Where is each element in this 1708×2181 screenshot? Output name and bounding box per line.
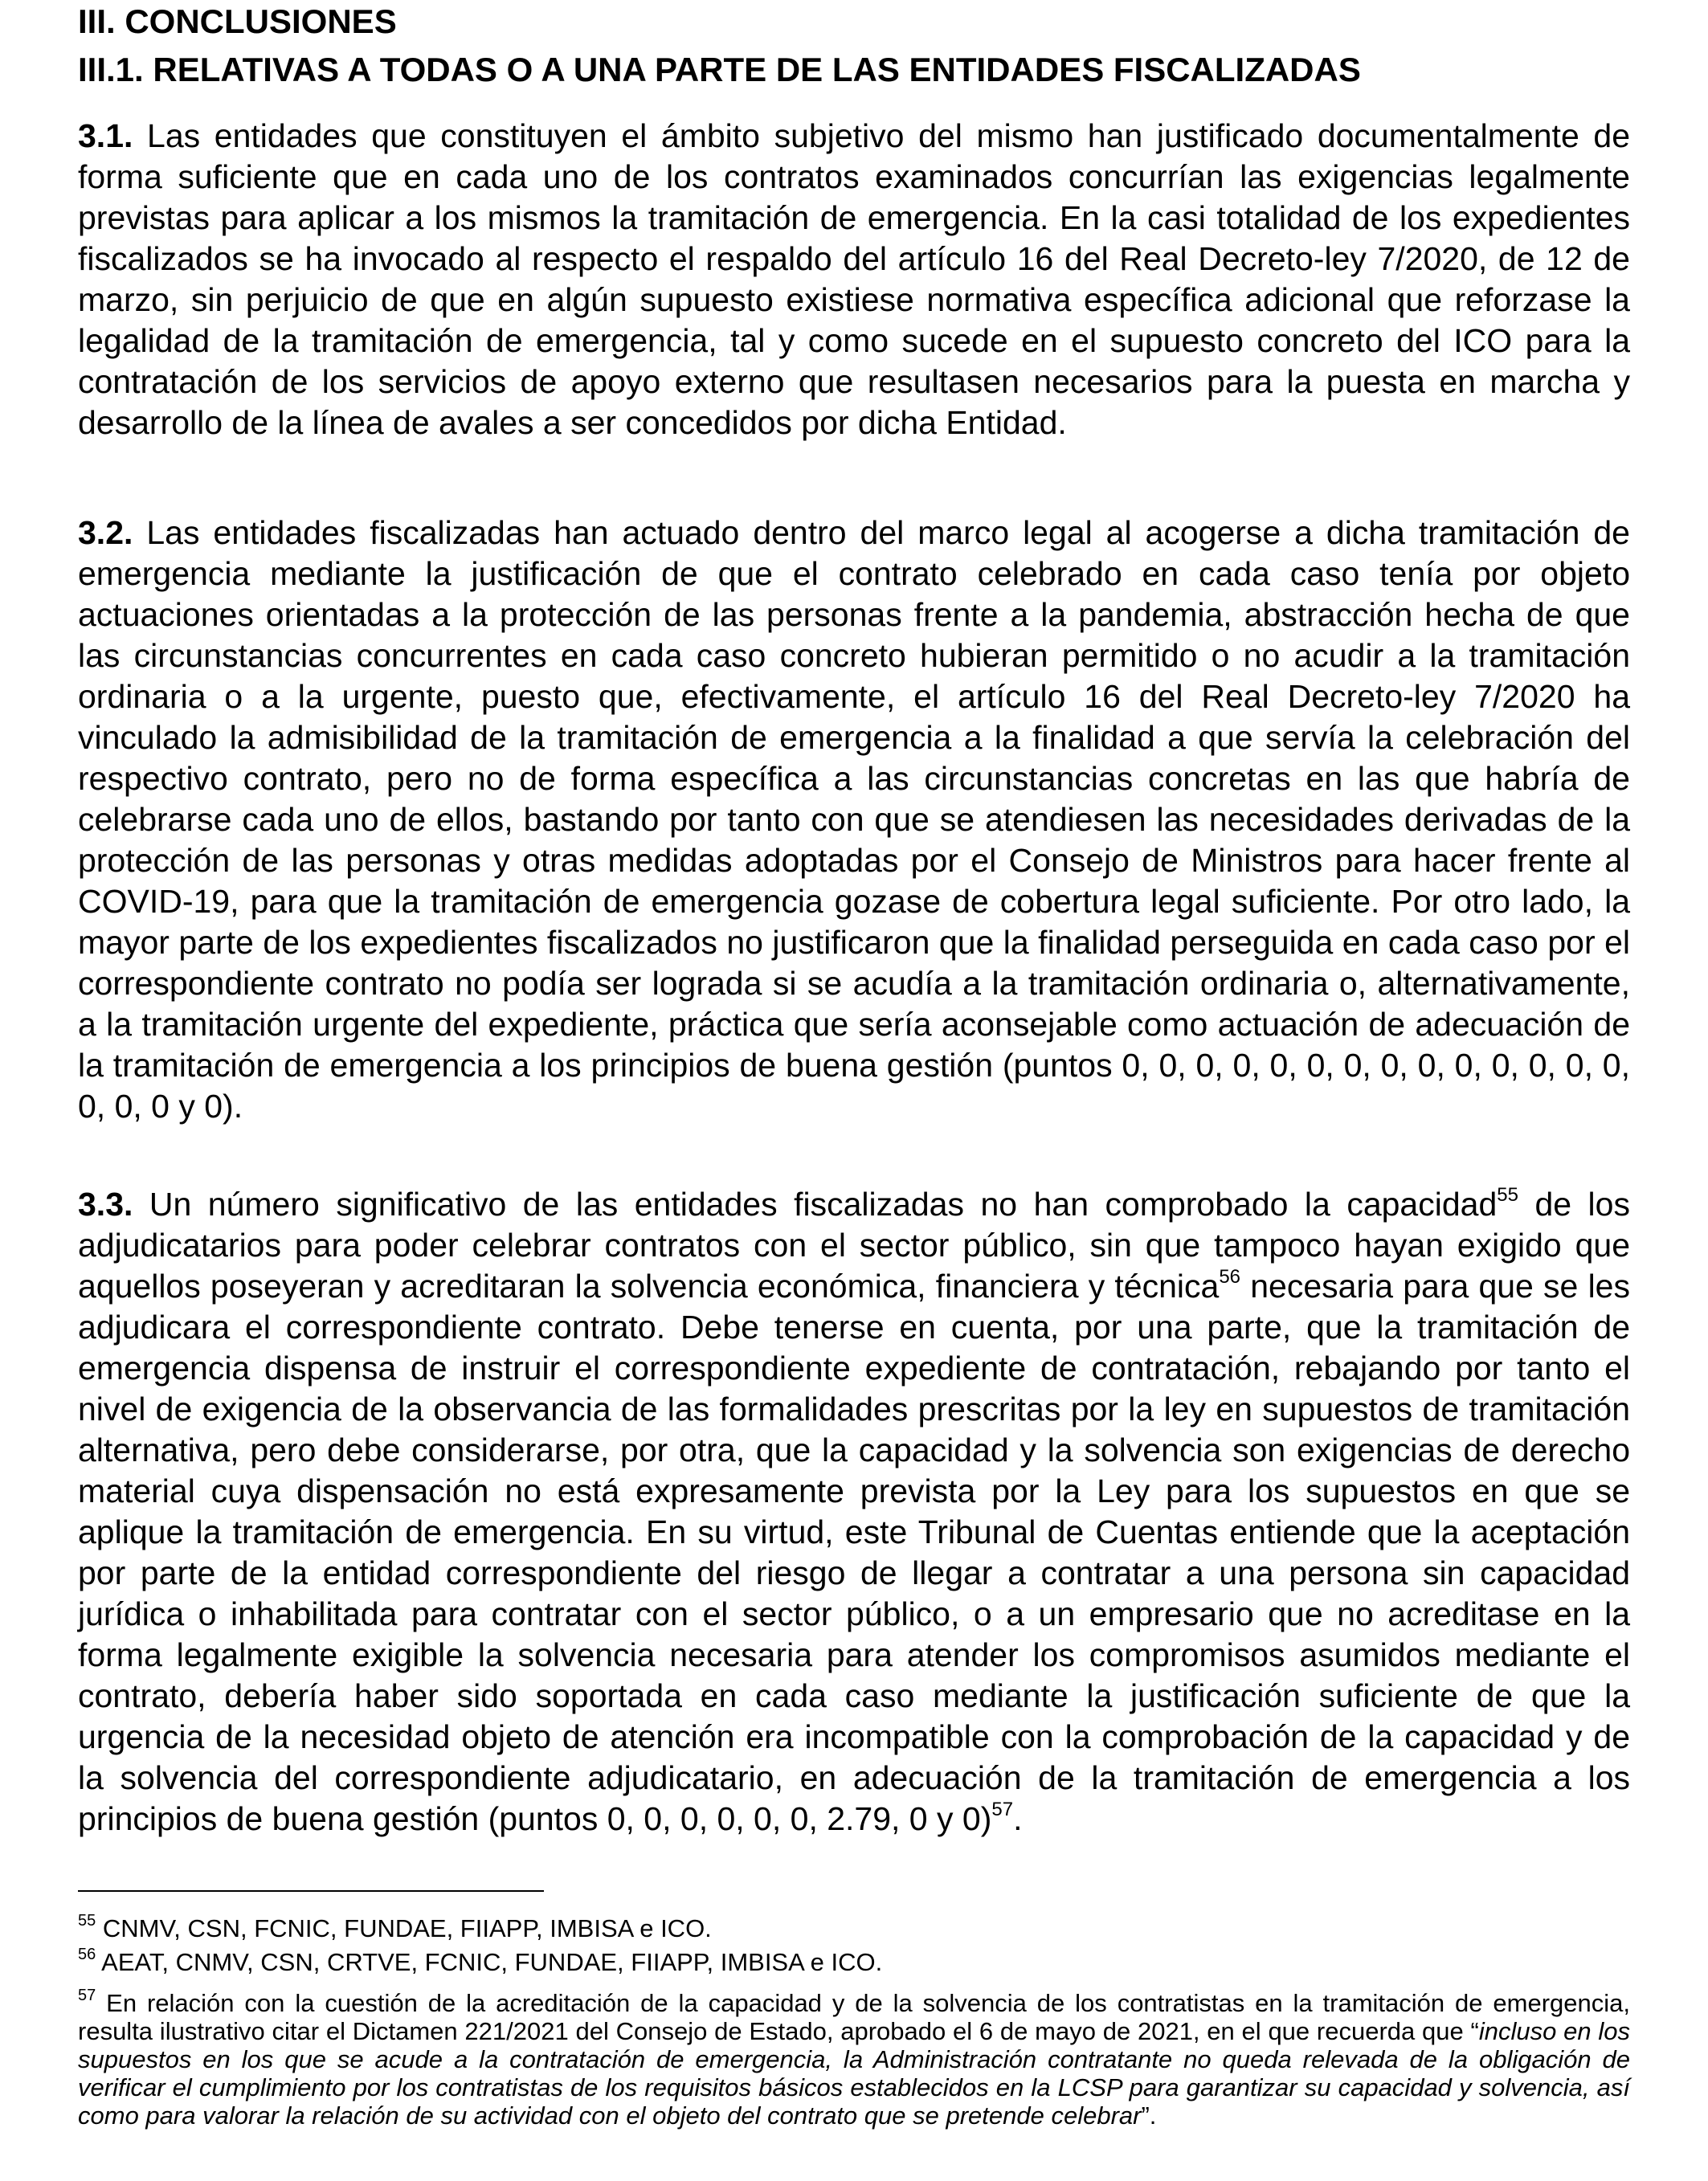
- footnote-quote: incluso en los supuestos en los que se acude a la contratación de emergencia, la Administración contratante no queda relevada de la obligación de verificar el cumplimiento por los contratistas de los requisitos básicos establecidos en la LCSP para garantizar su capacidad y solvencia, así como para valorar la relación de su actividad con el objeto del contrato que se pretende celebrar: [78, 2017, 1630, 2130]
- paragraph-3-1: [78, 116, 1630, 443]
- section-heading: III. CONCLUSIONES: [78, 2, 397, 40]
- footnote-separator: [78, 1890, 544, 1892]
- footnote-text: AEAT, CNMV, CSN, CRTVE, FCNIC, FUNDAE, FIIAPP, IMBISA e ICO.: [96, 1948, 883, 1976]
- paragraph-text: Las entidades fiscalizadas han actuado dentro del marco legal al acogerse a dicha tramitación de emergencia mediante la justificación de que el contrato celebrado en cada caso tenía por objeto actuaciones orientadas a la protección de las personas frente a la pandemia, abstracción hecha de que las circunstancias concurrentes en cada caso concreto hubieran permitido o no acudir a la tramitación ordinaria o a la urgente, puesto que, efectivamente, el artículo 16 del Real Decreto-ley 7/2020 ha vinculado la admisibilidad de la tramitación de emergencia a la finalidad a que servía la celebración del respectivo contrato, pero no de forma específica a las circunstancias concretas en las que habría de celebrarse cada uno de ellos, bastando por tanto con que se atendiesen las necesidades derivadas de la protección de las personas y otras medidas adoptadas por el Consejo de Ministros para hacer frente al COVID-19, para que la tramitación de emergencia gozase de cobertura legal suficiente. Por otro lado, la mayor parte de los expedientes fiscalizados no justificaron que la finalidad perseguida en cada caso por el correspondiente contrato no podía ser lograda si se acudía a la tramitación ordinaria o, alternativamente, a la tramitación urgente del expediente, práctica que sería aconsejable como actuación de adecuación de la tramitación de emergencia a los principios de buena gestión (puntos 0, 0, 0, 0, 0, 0, 0, 0, 0, 0, 0, 0, 0, 0, 0, 0, 0 y 0).: [78, 514, 1630, 1125]
- subsection-heading: III.1. RELATIVAS A TODAS O A UNA PARTE DE LAS ENTIDADES FISCALIZADAS: [78, 51, 1361, 88]
- footnote-text-end: ”.: [1141, 2101, 1157, 2130]
- paragraph-text: necesaria para que se les adjudicara el correspondiente contrato. Debe tenerse en cuenta, por una parte, que la tramitación de emergencia dispensa de instruir el correspondiente expediente de contratación, rebajando por tanto el nivel de exigencia de la observancia de las formalidades prescritas por la ley en supuestos de tramitación alternativa, pero debe considerarse, por otra, que la capacidad y la solvencia son exigencias de derecho material cuya dispensación no está expresamente prevista por la Ley para los supuestos en que se aplique la tramitación de emergencia. En su virtud, este Tribunal de Cuentas entiende que la aceptación por parte de la entidad correspondiente del riesgo de llegar a contratar a una persona sin capacidad jurídica o inhabilitada para contratar con el sector público, o a un empresario que no acreditase en la forma legalmente exigible la solvencia necesaria para atender los compromisos asumidos mediante el contrato, debería haber sido soportada en cada caso mediante la justificación suficiente de que la urgencia de la necesidad objeto de atención era incompatible con la comprobación de la capacidad y de la solvencia del correspondiente adjudicatario, en adecuación de la tramitación de emergencia a los principios de buena gestión (puntos 0, 0, 0, 0, 0, 0, 2.79, 0 y 0): [78, 1268, 1630, 1837]
- paragraph-3-2: [78, 513, 1630, 1127]
- footnote-ref-57[interactable]: 57: [991, 1799, 1014, 1820]
- paragraph-number: 3.3.: [78, 1186, 133, 1223]
- paragraph-text: Un número significativo de las entidades fiscalizadas no han comprobado la capacidad: [149, 1186, 1498, 1223]
- footnote-text: CNMV, CSN, FCNIC, FUNDAE, FIIAPP, IMBISA e ICO.: [96, 1914, 712, 1942]
- paragraph-text: Las entidades que constituyen el ámbito subjetivo del mismo han justificado documentalmente de forma suficiente que en cada uno de los contratos examinados concurrían las exigencias legalmente previstas para aplicar a los mismos la tramitación de emergencia. En la casi totalidad de los expedientes fiscalizados se ha invocado al respecto el respaldo del artículo 16 del Real Decreto-ley 7/2020, de 12 de marzo, sin perjuicio de que en algún supuesto existiese normativa específica adicional que reforzase la legalidad de la tramitación de emergencia, tal y como sucede en el supuesto concreto del ICO para la contratación de los servicios de apoyo externo que resultasen necesarios para la puesta en marcha y desarrollo de la línea de avales a ser concedidos por dicha Entidad.: [78, 117, 1630, 441]
- footnote-number: 55: [78, 1912, 96, 1930]
- footnote-number: 56: [78, 1946, 96, 1963]
- footnote-text: En relación con la cuestión de la acreditación de la capacidad y de la solvencia de los contratistas en la tramitación de emergencia, resulta ilustrativo citar el Dictamen 221/2021 del Consejo de Estado, aprobado el 6 de mayo de 2021, en el que recuerda que “: [78, 1989, 1630, 2045]
- paragraph-number: 3.1.: [78, 117, 133, 154]
- footnote-number: 57: [78, 1987, 96, 2004]
- footnote-ref-55[interactable]: 55: [1497, 1184, 1518, 1206]
- footnote-55: [78, 1914, 1630, 1942]
- footnote-56: [78, 1948, 1630, 1976]
- paragraph-number: 3.2.: [78, 514, 133, 551]
- footnote-ref-56[interactable]: 56: [1219, 1266, 1241, 1288]
- footnote-57: [78, 1989, 1630, 2130]
- paragraph-text: de los adjudicatarios para poder celebrar contratos con el sector público, sin que tampoco hayan exigido que aquellos poseyeran y acreditaran la solvencia económica, financiera y técnica: [78, 1186, 1630, 1305]
- paragraph-3-3: [78, 1184, 1630, 1840]
- paragraph-text: .: [1013, 1800, 1023, 1837]
